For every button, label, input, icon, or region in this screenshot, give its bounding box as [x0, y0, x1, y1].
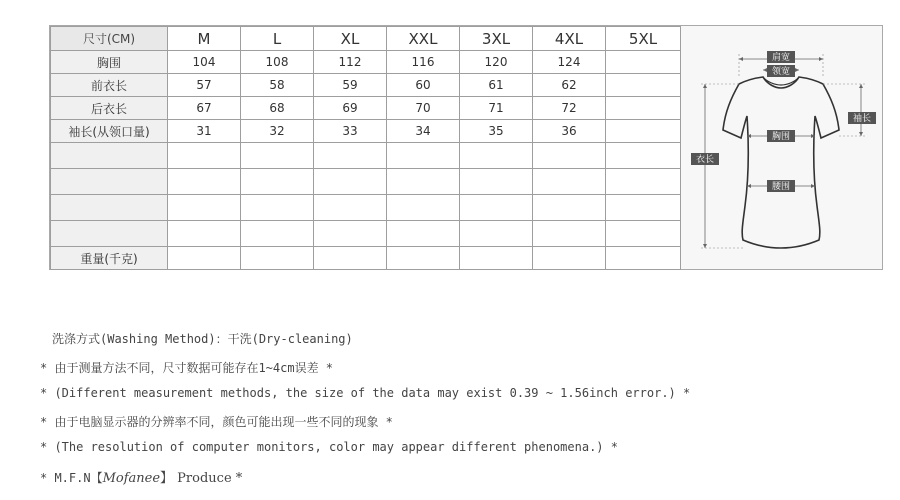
footer-suffix: 】 Produce * [160, 471, 243, 486]
table-cell: 67 [168, 97, 241, 120]
table-row [51, 51, 681, 74]
table-cell: 72 [533, 97, 606, 120]
empty-row [51, 221, 681, 247]
washing-method: 洗涤方式(Washing Method)：干洗(Dry-cleaning) [52, 332, 353, 346]
table-cell: 61 [460, 74, 533, 97]
svg-text:胸围: 胸围 [771, 132, 791, 142]
svg-text:衣长: 衣长 [695, 155, 715, 165]
table-cell [606, 97, 681, 120]
empty-row [51, 143, 681, 169]
row-label-weight: 重量(千克) [51, 247, 168, 270]
footer-prefix: * M.F.N【 [40, 471, 103, 485]
table-cell: 62 [533, 74, 606, 97]
size-m: M [168, 27, 241, 51]
note-measurement-en: * (Different measurement methods, the size of the data may exist 0.39 ~ 1.56inch error.) * [40, 386, 691, 400]
empty-row [51, 195, 681, 221]
table-cell: 34 [387, 120, 460, 143]
table-cell: 32 [241, 120, 314, 143]
label-sleeve [848, 112, 876, 124]
table-cell: 33 [314, 120, 387, 143]
tshirt-outline [723, 77, 839, 248]
size-chart [49, 25, 883, 270]
label-chest [767, 130, 795, 142]
table-row [51, 74, 681, 97]
empty-row [51, 169, 681, 195]
row-label-chest: 胸围 [51, 51, 168, 74]
tshirt-diagram [681, 26, 882, 269]
table-cell [606, 51, 681, 74]
brand-footer [40, 467, 242, 486]
size-3xl: 3XL [460, 27, 533, 51]
table-cell: 116 [387, 51, 460, 74]
table-cell [606, 74, 681, 97]
table-cell [606, 120, 681, 143]
table-cell: 58 [241, 74, 314, 97]
size-l: L [241, 27, 314, 51]
label-shoulder [767, 51, 795, 63]
table-row [51, 97, 681, 120]
note-measurement-cn: * 由于测量方法不同，尺寸数据可能存在1~4cm误差 * [40, 361, 334, 375]
label-length [691, 153, 719, 165]
svg-text:肩宽: 肩宽 [771, 53, 791, 63]
size-table [50, 26, 681, 270]
label-collar [767, 65, 795, 77]
table-row [51, 247, 681, 270]
table-cell: 69 [314, 97, 387, 120]
table-cell: 124 [533, 51, 606, 74]
size-header-row [51, 27, 681, 51]
table-cell: 31 [168, 120, 241, 143]
table-cell: 35 [460, 120, 533, 143]
table-cell: 59 [314, 74, 387, 97]
table-cell: 112 [314, 51, 387, 74]
label-waist [767, 180, 795, 192]
table-cell: 57 [168, 74, 241, 97]
table-cell: 120 [460, 51, 533, 74]
measurement-diagram [681, 26, 882, 269]
table-row [51, 120, 681, 143]
table-cell: 36 [533, 120, 606, 143]
size-5xl: 5XL [606, 27, 681, 51]
size-4xl: 4XL [533, 27, 606, 51]
svg-text:领宽: 领宽 [771, 67, 791, 77]
note-color-en: * (The resolution of computer monitors, color may appear different phenomena.) * [40, 440, 618, 454]
table-cell: 68 [241, 97, 314, 120]
table-cell: 70 [387, 97, 460, 120]
table-cell: 71 [460, 97, 533, 120]
row-label-sleeve: 袖长(从领口量) [51, 120, 168, 143]
table-cell: 60 [387, 74, 460, 97]
row-label-front-length: 前衣长 [51, 74, 168, 97]
table-cell: 108 [241, 51, 314, 74]
brand-logo: Mofanee [102, 471, 161, 486]
size-header-label: 尺寸(CM) [51, 27, 168, 51]
table-cell: 104 [168, 51, 241, 74]
svg-text:袖长: 袖长 [852, 114, 872, 124]
note-color-cn: * 由于电脑显示器的分辨率不同，颜色可能出现一些不同的现象 * [40, 415, 393, 429]
size-xxl: XXL [387, 27, 460, 51]
svg-text:腰围: 腰围 [771, 182, 791, 192]
size-xl: XL [314, 27, 387, 51]
row-label-back-length: 后衣长 [51, 97, 168, 120]
